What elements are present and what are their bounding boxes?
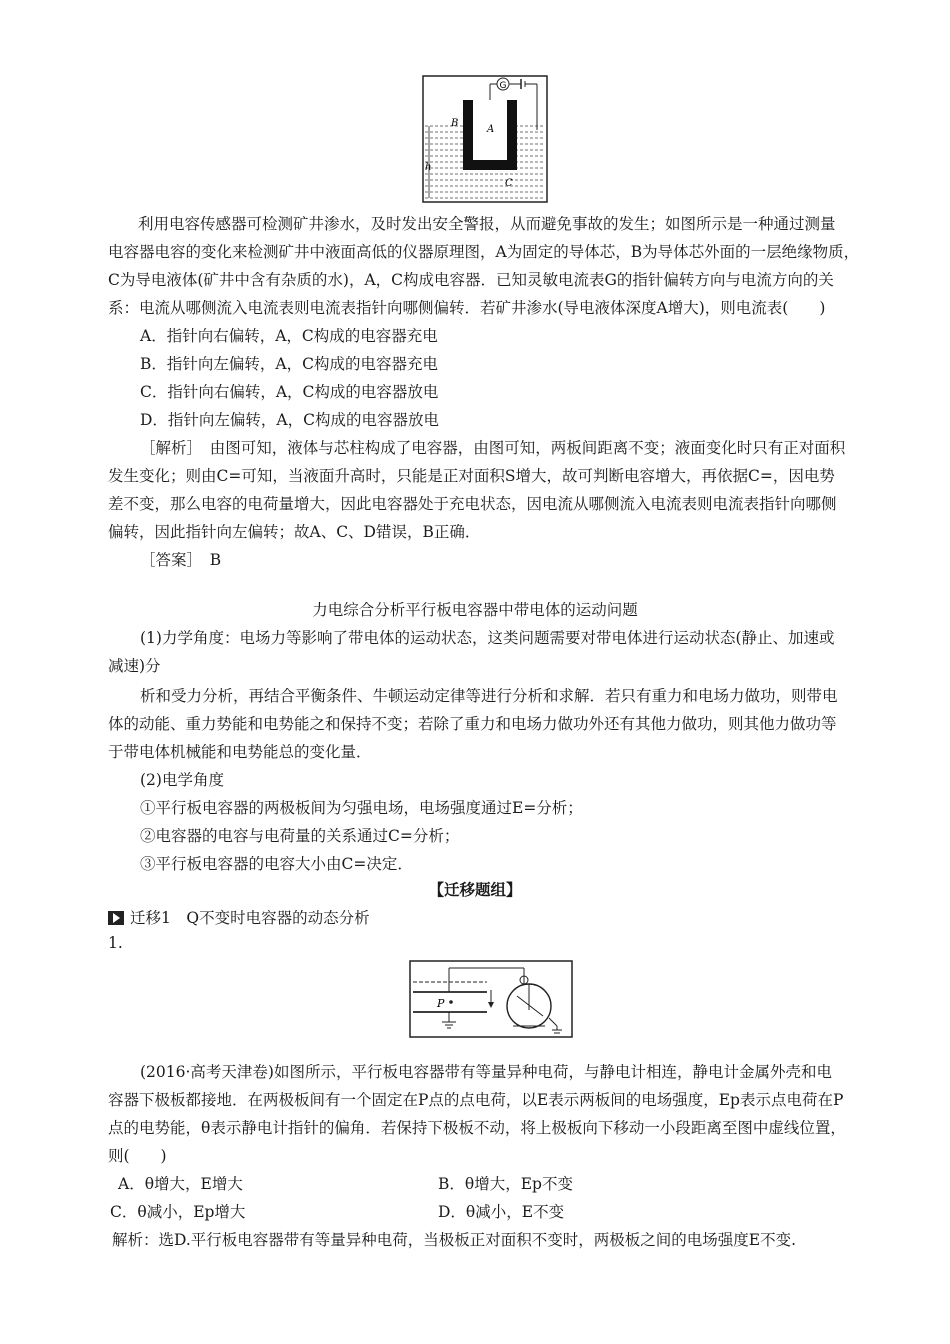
q1-stem-line-2: 电容器电容的变化来检测矿井中液面高低的仪器原理图，A为固定的导体芯，B为导体芯外面的一层绝缘物质， <box>108 243 860 261</box>
q2-stem-line-1: (2016·高考天津卷)如图所示，平行板电容器带有等量异种电荷，与静电计相连，静电计金属外壳和电 <box>140 1063 832 1081</box>
q1-stem-line-3: C为导电液体(矿井中含有杂质的水)，A，C构成电容器．已知灵敏电流表G的指针偏转方向与电流方向的关 <box>108 271 834 289</box>
q1-analysis-line-4: 偏转，因此指针向左偏转；故A、C、D错误，B正确． <box>108 523 481 541</box>
label-p: P <box>437 997 445 1010</box>
section-p1-line-5: 于带电体机械能和电势能总的变化量． <box>108 743 372 761</box>
section-p2-title: (2)电学角度 <box>140 771 224 789</box>
q1-option-b: B．指针向左偏转，A，C构成的电容器充电 <box>140 355 438 373</box>
section-p1-line-2: 减速)分 <box>108 657 161 675</box>
q1-analysis-line-1: ［解析］ 由图可知，液体与芯柱构成了电容器，由图可知，两板间距离不变；液面变化时只有正对面积 <box>140 439 846 457</box>
play-icon <box>108 911 124 925</box>
label-h: h <box>425 162 432 173</box>
q2-option-b: B．θ增大，Ep不变 <box>438 1175 573 1193</box>
q1-option-d: D．指针向左偏转，A，C构成的电容器放电 <box>140 411 439 429</box>
q2-option-c: C．θ减小，Ep增大 <box>110 1203 246 1221</box>
section-p1-line-1: (1)力学角度：电场力等影响了带电体的运动状态，这类问题需要对带电体进行运动状态(静止、加速或 <box>140 629 835 647</box>
q2-option-d: D．θ减小，E不变 <box>438 1203 565 1221</box>
q1-option-a: A．指针向右偏转，A，C构成的电容器充电 <box>140 327 438 345</box>
transfer-text: 迁移1 Q不变时电容器的动态分析 <box>130 909 370 927</box>
section-p2-item-3: ③平行板电容器的电容大小由C=决定． <box>140 855 413 873</box>
section-p1-line-4: 体的动能、重力势能和电势能之和保持不变；若除了重力和电场力做功外还有其他力做功，则其他力做功等 <box>108 715 837 733</box>
section-p2-item-2: ②电容器的电容与电荷量的关系通过C=分析； <box>140 827 460 845</box>
q1-stem-line-4: 系：电流从哪侧流入电流表则电流表指针向哪侧偏转．若矿井渗水(导电液体深度A增大)，则电流表( ) <box>108 299 826 317</box>
figure-capacitor-electrometer <box>409 960 573 1038</box>
label-c: C <box>505 178 513 189</box>
meter-label: G <box>499 81 507 91</box>
label-a: A <box>487 124 495 135</box>
group-title: 【迁移题组】 <box>428 880 522 899</box>
q1-analysis-line-2: 发生变化；则由C=可知，当液面升高时，只能是正对面积S增大，故可判断电容增大，再依据C=，因电势 <box>108 467 835 485</box>
section-p2-item-1: ①平行板电容器的两极板间为匀强电场，电场强度通过E=分析； <box>140 799 583 817</box>
q2-stem-line-3: 点的电势能，θ表示静电计指针的偏角．若保持下极板不动，将上极板向下移动一小段距离至图中虚线位置， <box>108 1119 846 1137</box>
q2-stem-line-4: 则( ) <box>108 1147 167 1165</box>
label-b: B <box>451 118 459 129</box>
q2-option-a: A．θ增大，E增大 <box>118 1175 243 1193</box>
section-p1-line-3: 析和受力分析，再结合平衡条件、牛顿运动定律等进行分析和求解．若只有重力和电场力做功，则带电 <box>140 687 838 705</box>
q2-stem-line-2: 容器下极板都接地．在两极板间有一个固定在P点的点电荷，以E表示两板间的电场强度，Ep表示点电荷在P <box>108 1091 844 1109</box>
q1-option-c: C．指针向右偏转，A，C构成的电容器放电 <box>140 383 439 401</box>
question-number: 1. <box>108 934 123 952</box>
figure-capacitor-sensor <box>421 74 551 204</box>
section-title: 力电综合分析平行板电容器中带电体的运动问题 <box>312 601 638 619</box>
q1-stem-line-1: 利用电容传感器可检测矿井渗水，及时发出安全警报，从而避免事故的发生；如图所示是一种通过测量 <box>138 215 836 233</box>
q1-answer: ［答案］ B <box>140 551 222 569</box>
q2-analysis: 解析：选D.平行板电容器带有等量异种电荷，当极板正对面积不变时，两极板之间的电场强度E不变. <box>112 1231 797 1249</box>
transfer-heading <box>108 906 370 928</box>
q1-analysis-line-3: 差不变，那么电容的电荷量增大，因此电容器处于充电状态，因电流从哪侧流入电流表则电流表指针向哪侧 <box>108 495 837 513</box>
